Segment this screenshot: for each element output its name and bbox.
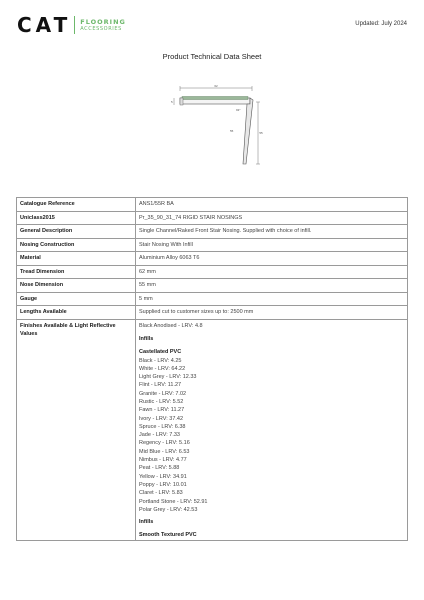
spec-value: Stair Nosing With Infill <box>136 238 408 252</box>
stair-nosing-drawing <box>170 84 262 168</box>
logo-wordmark: CAT <box>17 13 72 37</box>
spec-row <box>17 198 408 212</box>
infills-heading: Infills <box>139 519 154 526</box>
colour-item: Poppy - LRV: 10.01 <box>139 481 187 488</box>
colour-item: Jade - LRV: 7.33 <box>139 432 180 439</box>
spec-row <box>17 225 408 239</box>
updated-date: Updated: July 2024 <box>355 21 407 27</box>
spec-value: Single Channel/Raked Front Stair Nosing. Supplied with choice of infill. <box>136 225 408 239</box>
colour-item: Light Grey - LRV: 12.33 <box>139 374 197 381</box>
logo-subtitle-top: FLOORING <box>80 17 126 26</box>
spec-value: ANS1/55R BA <box>136 198 408 212</box>
finishes-label <box>17 319 136 541</box>
spec-row <box>17 238 408 252</box>
spec-row <box>17 279 408 293</box>
colour-item: Spruce - LRV: 6.38 <box>139 423 186 430</box>
spec-label: Uniclass2015 <box>17 211 136 225</box>
infills-heading: Infills <box>139 335 154 342</box>
colour-item: Mid Blue - LRV: 6.53 <box>139 448 190 455</box>
spec-table <box>16 197 408 541</box>
colour-item: Ivory - LRV: 37.42 <box>139 415 184 422</box>
spec-row <box>17 252 408 266</box>
colour-item: Granite - LRV: 7.02 <box>139 390 187 397</box>
spec-label: Catalogue Reference <box>17 198 136 212</box>
logo-subtitle-bottom: ACCESSORIES <box>80 25 122 32</box>
spec-value: 5 mm <box>136 292 408 306</box>
finishes-label-line1: Finishes Available & Light Reflective <box>20 322 116 329</box>
colour-item: Rustic - LRV: 5.52 <box>139 398 184 405</box>
finishes-label-line2: Values <box>20 330 38 337</box>
spec-label: Material <box>17 252 136 266</box>
dim-side-label: 55 <box>259 131 263 135</box>
colour-item: Polar Grey - LRV: 42.53 <box>139 506 198 513</box>
dim-inner-label: 55 <box>230 129 234 133</box>
logo-divider <box>74 16 75 34</box>
finishes-row <box>17 319 408 541</box>
page-title: Product Technical Data Sheet <box>162 52 262 61</box>
spec-row <box>17 292 408 306</box>
spec-value: 62 mm <box>136 265 408 279</box>
colour-item: Claret - LRV: 5.83 <box>139 490 183 497</box>
spec-label: General Description <box>17 225 136 239</box>
profile-shape <box>180 97 253 165</box>
finishes-value <box>136 319 408 541</box>
colour-item: Black - LRV: 4.25 <box>139 357 182 364</box>
spec-row <box>17 306 408 320</box>
colour-item: White - LRV: 64.22 <box>139 365 186 372</box>
colour-item: Yellow - LRV: 34.91 <box>139 473 187 480</box>
dim-left-label: 5 <box>171 100 173 104</box>
castellated-pvc-heading: Castellated PVC <box>139 348 182 355</box>
colour-item: Regency - LRV: 5.16 <box>139 440 190 447</box>
smooth-textured-pvc-heading: Smooth Textured PVC <box>139 532 197 539</box>
dim-top-label: 62 <box>214 84 218 88</box>
colour-item: Flint - LRV: 11.27 <box>139 382 182 389</box>
spec-label: Gauge <box>17 292 136 306</box>
colour-item: Fawn - LRV: 11.27 <box>139 407 185 414</box>
base-finish: Black Anodised - LRV: 4.8 <box>139 322 203 329</box>
spec-label: Nosing Construction <box>17 238 136 252</box>
spec-label: Tread Dimension <box>17 265 136 279</box>
colour-item: Nimbus - LRV: 4.77 <box>139 457 187 464</box>
spec-label: Lengths Available <box>17 306 136 320</box>
spec-row <box>17 265 408 279</box>
cat-logo <box>17 14 126 36</box>
spec-value: Supplied cut to customer sizes up to: 2500 mm <box>136 306 408 320</box>
spec-value: 55 mm <box>136 279 408 293</box>
logo-subtitle <box>80 18 126 33</box>
spec-value: Pr_35_90_31_74 RIGID STAIR NOSINGS <box>136 211 408 225</box>
colour-list <box>139 357 404 515</box>
colour-item: Peat - LRV: 5.88 <box>139 465 180 472</box>
spec-label: Nose Dimension <box>17 279 136 293</box>
colour-item: Portland Stone - LRV: 52.91 <box>139 498 208 505</box>
spec-row <box>17 211 408 225</box>
angle-label: 93° <box>236 108 241 112</box>
spec-value: Aluminium Alloy 6063 T6 <box>136 252 408 266</box>
